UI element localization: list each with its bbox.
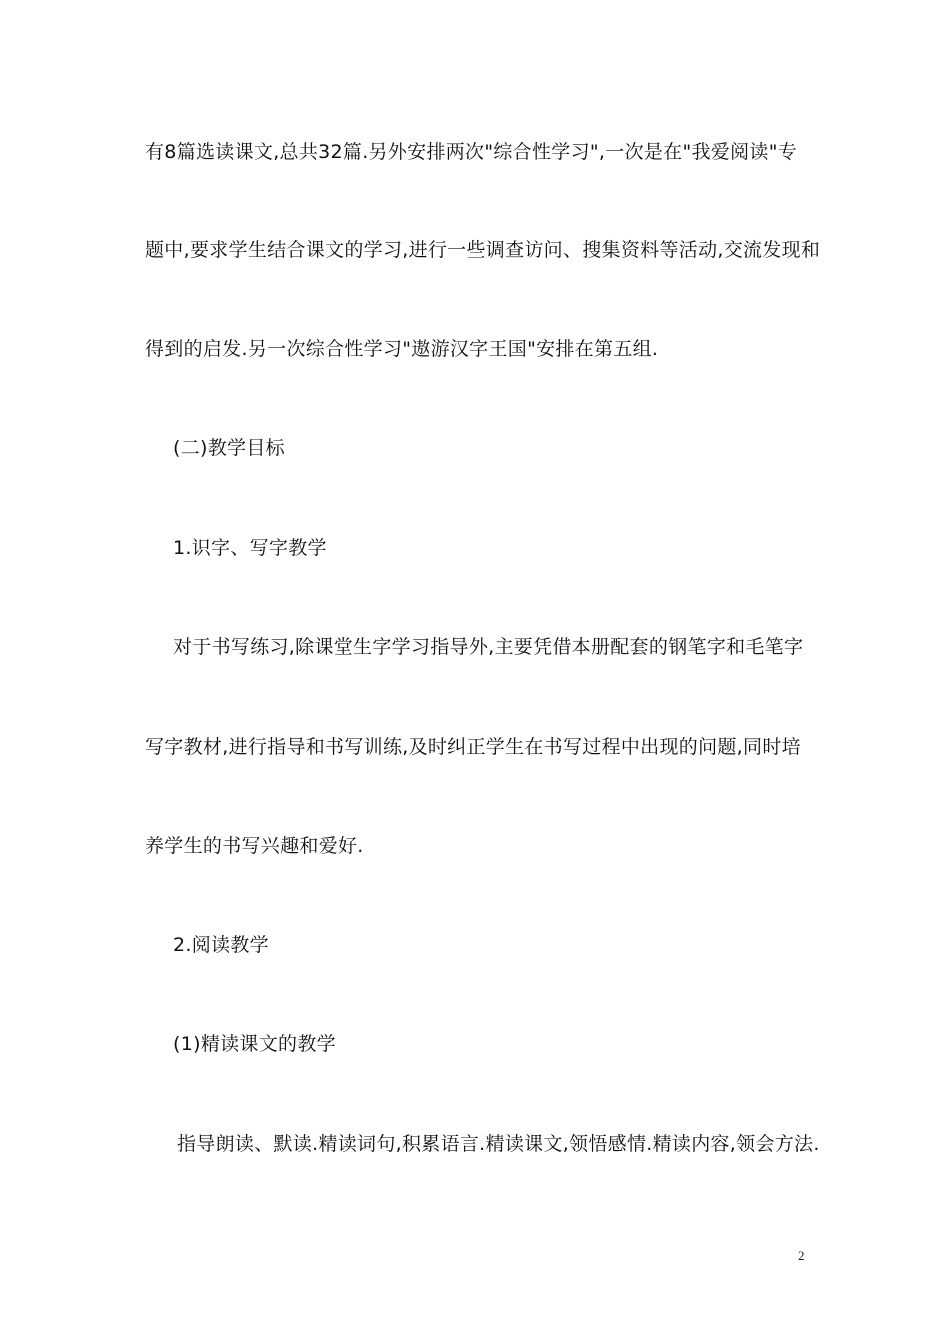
subsection-heading: 1.识字、写字教学 [173, 537, 327, 559]
paragraph-line: 题中,要求学生结合课文的学习,进行一些调查访问、搜集资料等活动,交流发现和 [145, 239, 821, 261]
paragraph-line: 对于书写练习,除课堂生字学习指导外,主要凭借本册配套的钢笔字和毛笔字 [173, 636, 804, 658]
paragraph-line: 指导朗读、默读.精读词句,积累语言.精读课文,领悟感情.精读内容,领会方法. [177, 1133, 820, 1155]
paragraph-line: 得到的启发.另一次综合性学习"遨游汉字王国"安排在第五组. [145, 338, 659, 360]
section-heading: (二)教学目标 [173, 437, 285, 459]
subsection-heading: 2.阅读教学 [173, 934, 269, 956]
page-number: 2 [798, 1248, 805, 1263]
paragraph-line: 养学生的书写兴趣和爱好. [145, 835, 364, 857]
paragraph-line: 有8篇选读课文,总共32篇.另外安排两次"综合性学习",一次是在"我爱阅读"专 [145, 141, 798, 163]
subsection-heading: (1)精读课文的教学 [173, 1033, 336, 1055]
paragraph-line: 写字教材,进行指导和书写训练,及时纠正学生在书写过程中出现的问题,同时培 [145, 736, 801, 758]
